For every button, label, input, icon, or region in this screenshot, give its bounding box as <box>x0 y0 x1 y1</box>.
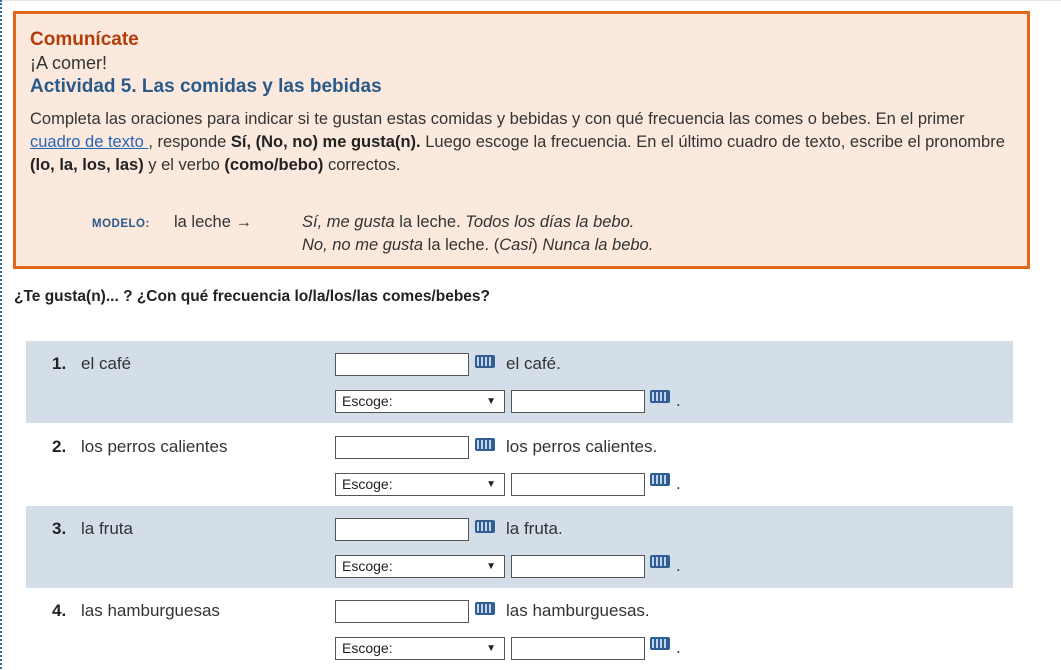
pronoun-verb-input[interactable] <box>511 390 645 413</box>
frequency-select[interactable]: Escoge: ▼ <box>335 390 505 413</box>
exercise-row-2 <box>26 424 1013 506</box>
keyboard-icon[interactable] <box>475 602 495 615</box>
gusta-input[interactable] <box>335 600 469 623</box>
row-item: el café <box>81 354 132 373</box>
frequency-select[interactable]: Escoge: ▼ <box>335 555 505 578</box>
gusta-input[interactable] <box>335 518 469 541</box>
keyboard-icon[interactable] <box>475 520 495 533</box>
triangle-down-icon: ▼ <box>486 643 496 654</box>
triangle-down-icon: ▼ <box>486 396 496 407</box>
exercise-row-1 <box>26 341 1013 423</box>
activity-subtitle: ¡A comer! <box>30 53 108 73</box>
frequency-select[interactable]: Escoge: ▼ <box>335 637 505 660</box>
activity-title: Actividad 5. Las comidas y las bebidas <box>30 76 382 97</box>
row-number: 2. <box>52 437 67 456</box>
sentence-period: . <box>676 556 681 575</box>
pronoun-verb-input[interactable] <box>511 473 645 496</box>
row-number: 4. <box>52 601 67 620</box>
sentence-period: . <box>676 638 681 657</box>
row-item-suffix: la fruta. <box>506 519 563 538</box>
top-divider <box>0 0 1061 1</box>
row-number: 3. <box>52 519 67 538</box>
row-item-suffix: las hamburguesas. <box>506 601 650 620</box>
row-item-suffix: el café. <box>506 354 561 373</box>
modelo-answer-yes: Sí, me gusta la leche. Todos los días la bebo. <box>302 213 635 231</box>
triangle-down-icon: ▼ <box>486 561 496 572</box>
keyboard-icon[interactable] <box>650 473 670 486</box>
activity-box <box>13 11 1030 269</box>
keyboard-icon[interactable] <box>650 555 670 568</box>
modelo-item: la leche → <box>174 213 252 231</box>
pronoun-verb-input[interactable] <box>511 637 645 660</box>
keyboard-icon[interactable] <box>475 355 495 368</box>
left-dotted-border <box>0 0 2 669</box>
frequency-select[interactable]: Escoge: ▼ <box>335 473 505 496</box>
text-box-link[interactable]: cuadro de texto <box>30 133 149 151</box>
sentence-period: . <box>676 474 681 493</box>
row-item: los perros calientes <box>81 437 228 456</box>
pronoun-verb-input[interactable] <box>511 555 645 578</box>
modelo-answers <box>302 211 653 257</box>
section-title: Comunícate <box>30 29 139 50</box>
gusta-input[interactable] <box>335 353 469 376</box>
question-heading: ¿Te gusta(n)... ? ¿Con qué frecuencia lo/la/los/las comes/bebes? <box>14 288 491 305</box>
gusta-input[interactable] <box>335 436 469 459</box>
triangle-down-icon: ▼ <box>486 479 496 490</box>
modelo-label: MODELO: <box>92 218 150 230</box>
keyboard-icon[interactable] <box>650 637 670 650</box>
keyboard-icon[interactable] <box>650 390 670 403</box>
exercise-row-3 <box>26 506 1013 588</box>
exercise-row-4 <box>26 588 1013 670</box>
instructions: Completa las oraciones para indicar si te gustan estas comidas y bebidas y con qué frecuencia las comes o bebes. En el primer cuadro de texto , responde Sí, (No, no) me gusta(n). Luego escoge la frecuencia. En el último cuadro de texto, escribe el pronombre (lo, la, los, las) y el verbo (como/bebo) correctos. <box>30 110 1005 174</box>
row-number: 1. <box>52 354 67 373</box>
keyboard-icon[interactable] <box>475 438 495 451</box>
row-item-suffix: los perros calientes. <box>506 437 658 456</box>
row-item: las hamburguesas <box>81 601 220 620</box>
modelo-answer-no: No, no me gusta la leche. (Casi) Nunca la bebo. <box>302 236 654 254</box>
sentence-period: . <box>676 391 681 410</box>
row-item: la fruta <box>81 519 133 538</box>
